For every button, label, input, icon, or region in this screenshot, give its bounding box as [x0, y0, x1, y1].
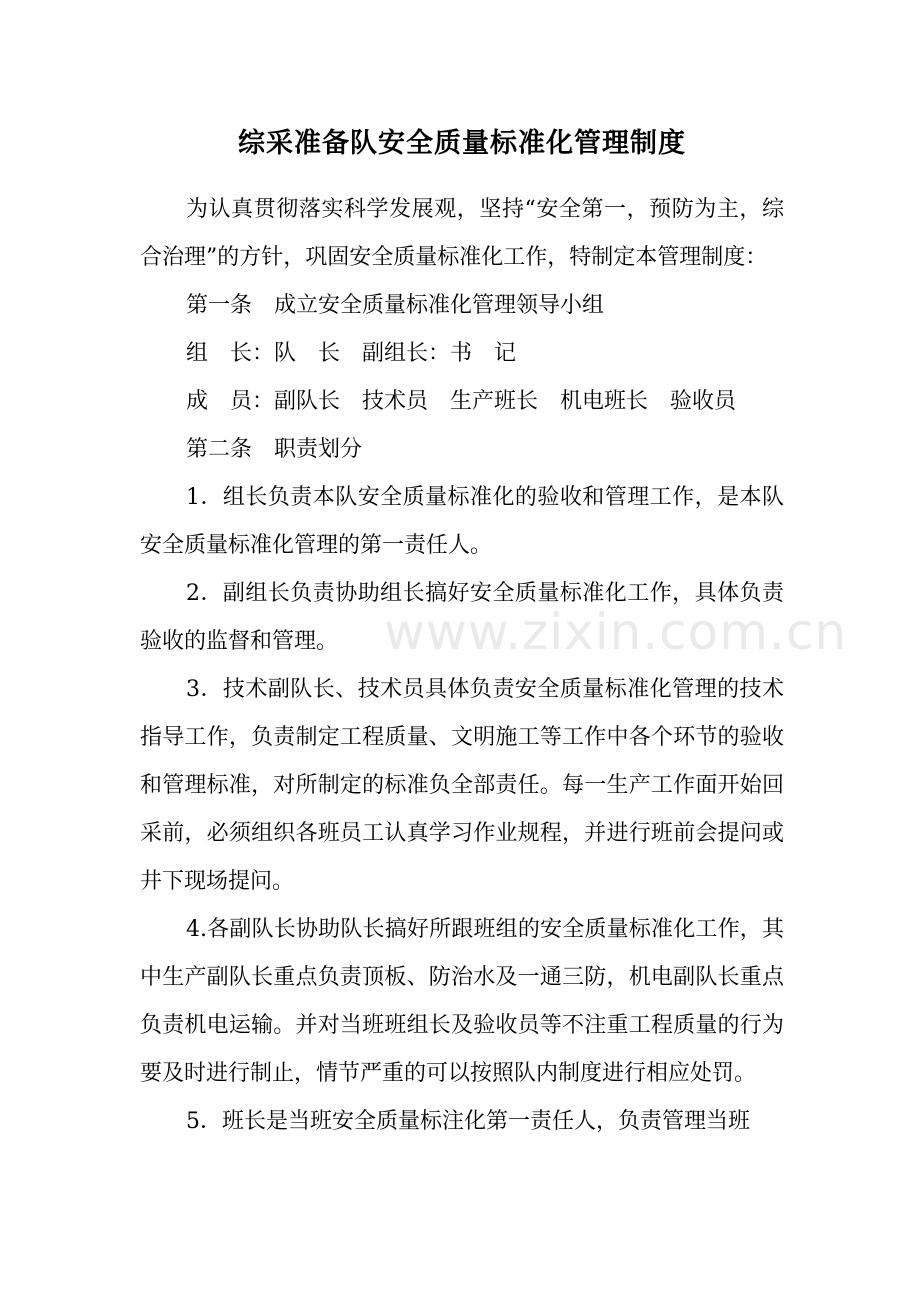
article-2-heading: 第二条 职责划分 [186, 437, 363, 462]
article-1-heading: 第一条 成立安全质量标准化管理领导小组 [186, 293, 605, 318]
duty-item-4: 4.各副队长协助队长搞好所跟班组的安全质量标准化工作，其中生产副队长重点负责顶板、防治水及一通三防，机电副队长重点负责机电运输。并对当班班组长及验收员等不注重工程质量的行为要及时进行制止，情节严重的可以按照队内制度进行相应处罚。 [140, 917, 784, 1086]
document-body [140, 186, 784, 1146]
document-title: 综采准备队安全质量标准化管理制度 [238, 128, 686, 159]
duty-item-2: 2．副组长负责协助组长搞好安全质量标准化工作，具体负责验收的监督和管理。 [140, 581, 784, 654]
leader-line: 组 长：队 长 副组长：书 记 [186, 341, 517, 366]
duty-item-5: 5．班长是当班安全质量标注化第一责任人，负责管理当班 [186, 1109, 750, 1134]
duty-item-3: 3．技术副队长、技术员具体负责安全质量标准化管理的技术指导工作，负责制定工程质量、文明施工等工作中各个环节的验收和管理标准，对所制定的标准负全部责任。每一生产工作面开始回采前，必须组织各班员工认真学习作业规程，并进行班前会提问或井下现场提问。 [140, 677, 784, 894]
intro-paragraph: 为认真贯彻落实科学发展观，坚持“安全第一，预防为主，综合治理”的方针，巩固安全质量标准化工作，特制定本管理制度： [140, 197, 784, 270]
watermark-text: www.zixin.com.cn [384, 603, 848, 661]
members-line: 成 员：副队长 技术员 生产班长 机电班长 验收员 [186, 389, 737, 414]
duty-item-1: 1．组长负责本队安全质量标准化的验收和管理工作，是本队安全质量标准化管理的第一责任人。 [140, 485, 784, 558]
